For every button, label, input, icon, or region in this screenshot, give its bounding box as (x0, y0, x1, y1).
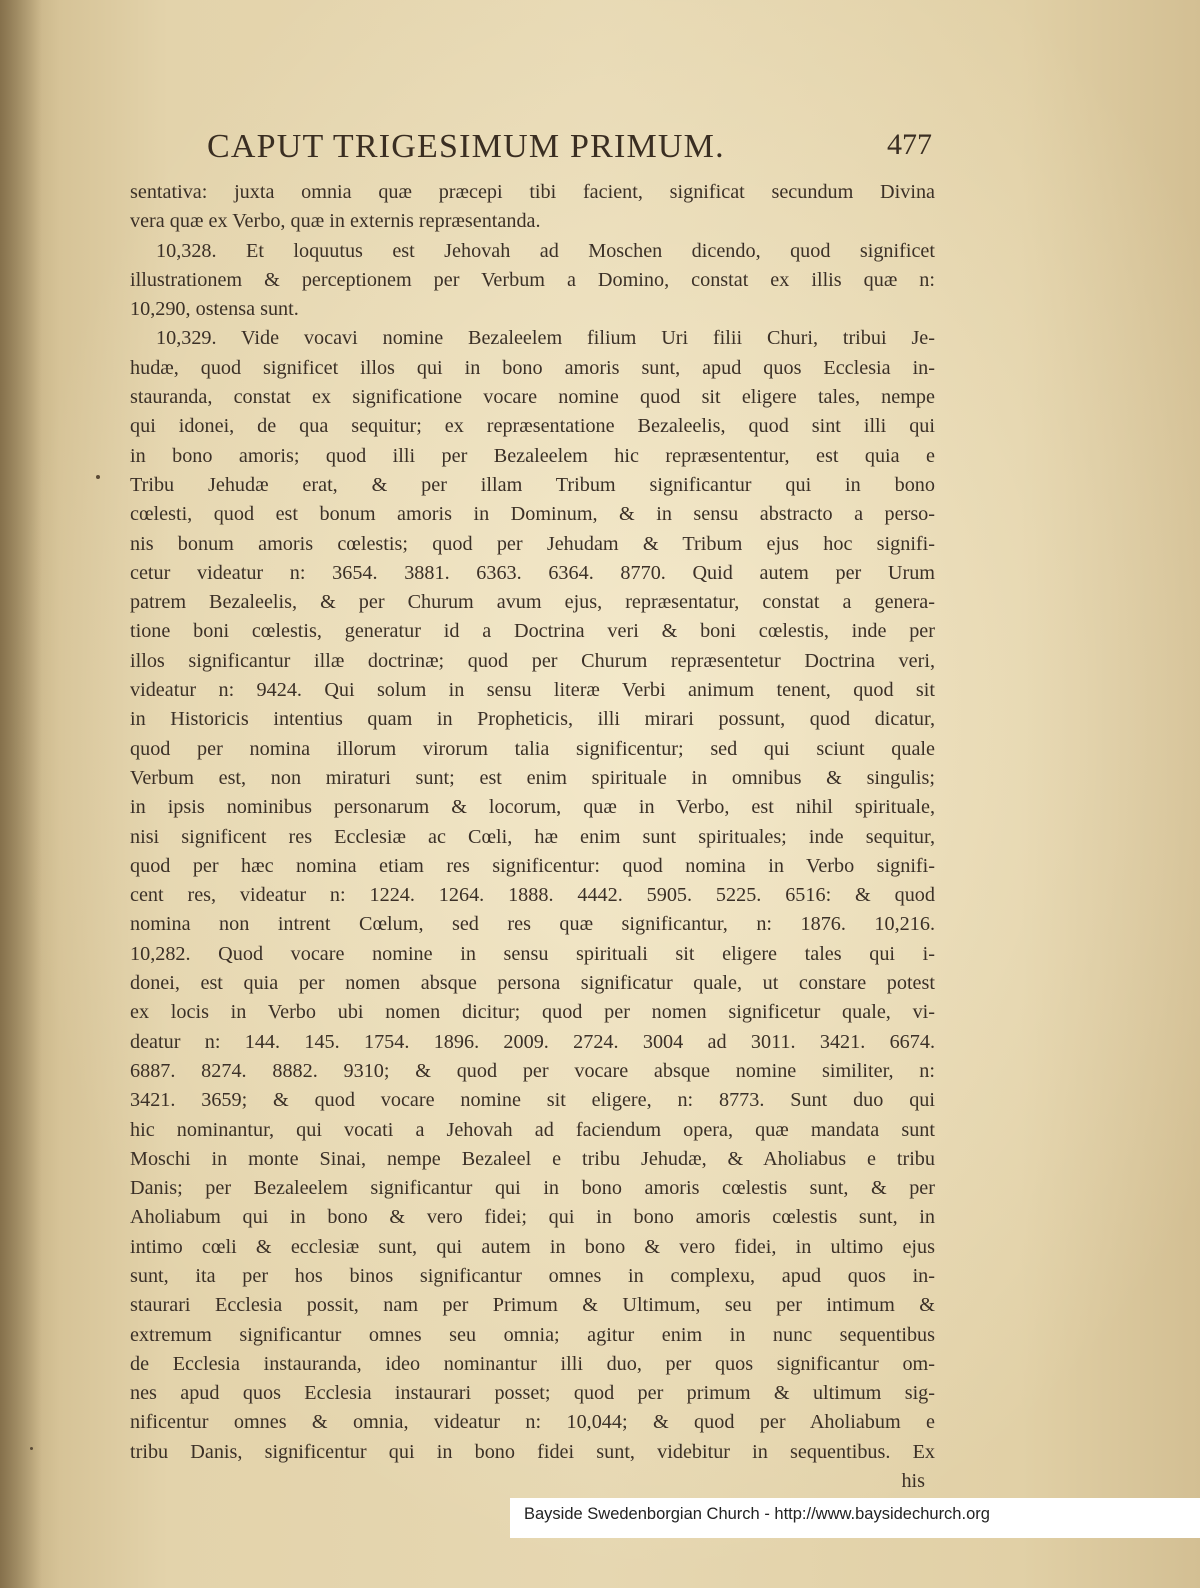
text-line: 10,328. Et loquutus est Jehovah ad Moschen dicendo, quod significet (156, 239, 935, 262)
text-line: illustrationem & perceptionem per Verbum a Domino, constat ex illis quæ n: (130, 268, 935, 291)
text-line: in ipsis nominibus personarum & locorum, quæ in Verbo, est nihil spirituale, (130, 796, 935, 819)
text-line: in bono amoris; quod illi per Bezaleelem hic repræsententur, est quia e (130, 444, 935, 467)
text-line: de Ecclesia instauranda, ideo nominantur illi duo, per quos significantur om- (130, 1352, 935, 1375)
text-line: Aholiabum qui in bono & vero fidei; qui in bono amoris cœlestis sunt, in (130, 1206, 935, 1229)
text-line: staurandа, constat ex significatione vocare nomine quod sit eligere tales, nempe (130, 386, 935, 409)
text-line: sunt, ita per hos binos significantur omnes in complexu, apud quos in- (130, 1264, 935, 1287)
text-line: staurari Ecclesia possit, nam per Primum & Ultimum, seu per intimum & (130, 1294, 935, 1317)
text-line: Tribu Jehudæ erat, & per illam Tribum significantur qui in bono (130, 473, 935, 496)
spine-shadow (0, 0, 42, 1588)
text-line: patrem Bezaleelis, & per Churum avum ejus, repræsentatur, constat a genera- (130, 591, 935, 614)
catchword: his (901, 1470, 925, 1493)
text-line: donei, est quia per nomen absque persona significatur quale, ut constare potest (130, 972, 935, 995)
footer-credit: Bayside Swedenborgian Church - http://www.baysidechurch.org (524, 1505, 990, 1523)
text-line: 10,290, ostensa sunt. (130, 298, 299, 321)
footer-credit-bar (510, 1498, 1200, 1538)
body-text (130, 178, 935, 1496)
text-line: hic nominantur, qui vocati a Jehovah ad faciendum opera, quæ mandata sunt (130, 1118, 935, 1141)
text-line: vera quæ ex Verbo, quæ in externis repræsentanda. (130, 210, 541, 233)
text-line: ex locis in Verbo ubi nomen dicitur; quod per nomen significetur quale, vi- (130, 1001, 935, 1024)
text-line: nomina non intrent Cœlum, sed res quæ significantur, n: 1876. 10,216. (130, 913, 935, 936)
text-line: nis bonum amoris cœlestis; quod per Jehudam & Tribum ejus hoc signifi- (130, 532, 935, 555)
text-line: nisi significent res Ecclesiæ ac Cœli, hæ enim sunt spirituales; inde sequitur, (130, 825, 935, 848)
text-line: quod per hæc nomina etiam res significentur: quod nomina in Verbo signifi- (130, 854, 935, 877)
text-line: 3421. 3659; & quod vocare nomine sit eligere, n: 8773. Sunt duo qui (130, 1089, 935, 1112)
text-line: deatur n: 144. 145. 1754. 1896. 2009. 2724. 3004 ad 3011. 3421. 6674. (130, 1030, 935, 1053)
text-line: Moschi in monte Sinai, nempe Bezaleel e tribu Jehudæ, & Aholiabus e tribu (130, 1147, 935, 1170)
text-line: cetur videatur n: 3654. 3881. 6363. 6364. 8770. Quid autem per Urum (130, 561, 935, 584)
text-line: quod per nomina illorum virorum talia significentur; sed qui sciunt quale (130, 737, 935, 760)
ink-speck (96, 475, 100, 479)
text-line: extremum significantur omnes seu omnia; agitur enim in nunc sequentibus (130, 1323, 935, 1346)
text-line: nes apud quos Ecclesia instaurari posset; quod per primum & ultimum sig- (130, 1382, 935, 1405)
text-line: tribu Danis, significentur qui in bono fidei sunt, videbitur in sequentibus. Ex (130, 1440, 935, 1463)
text-line: nificentur omnes & omnia, videatur n: 10,044; & quod per Aholiabum e (130, 1411, 935, 1434)
text-line: in Historicis intentius quam in Propheticis, illi mirari possunt, quod dicatur, (130, 708, 935, 731)
page-header (207, 128, 932, 174)
text-line: hudæ, quod significet illos qui in bono amoris sunt, apud quos Ecclesia in- (130, 356, 935, 379)
text-line: illos significantur illæ doctrinæ; quod per Churum repræsentetur Doctrina veri, (130, 649, 935, 672)
text-line: videatur n: 9424. Qui solum in sensu literæ Verbi animum tenent, quod sit (130, 679, 935, 702)
text-line: intimo cœli & ecclesiæ sunt, qui autem in bono & vero fidei, in ultimo ejus (130, 1235, 935, 1258)
text-line: Verbum est, non miraturi sunt; est enim spirituale in omnibus & singulis; (130, 766, 935, 789)
text-line: cent res, videatur n: 1224. 1264. 1888. 4442. 5905. 5225. 6516: & quod (130, 884, 935, 907)
text-line: Danis; per Bezaleelem significantur qui in bono amoris cœlestis sunt, & per (130, 1177, 935, 1200)
text-line: 10,329. Vide vocavi nomine Bezaleelem filium Uri filii Churi, tribui Je- (156, 327, 935, 350)
running-head: CAPUT TRIGESIMUM PRIMUM. (207, 128, 725, 165)
page-number: 477 (887, 128, 932, 161)
text-line: tione boni cœlestis, generatur id a Doctrina veri & boni cœlestis, inde per (130, 620, 935, 643)
text-line: 6887. 8274. 8882. 9310; & quod per vocare absque nomine similiter, n: (130, 1059, 935, 1082)
text-line: cœlesti, quod est bonum amoris in Dominum, & in sensu abstracto a perso- (130, 503, 935, 526)
text-line: sentativa: juxta omnia quæ præcepi tibi facient, significat secundum Divina (130, 181, 935, 203)
text-line: qui idonei, de qua sequitur; ex repræsentatione Bezaleelis, quod sint illi qui (130, 415, 935, 438)
ink-speck (30, 1447, 33, 1450)
text-line: 10,282. Quod vocare nomine in sensu spirituali sit eligere tales qui i- (130, 942, 935, 965)
